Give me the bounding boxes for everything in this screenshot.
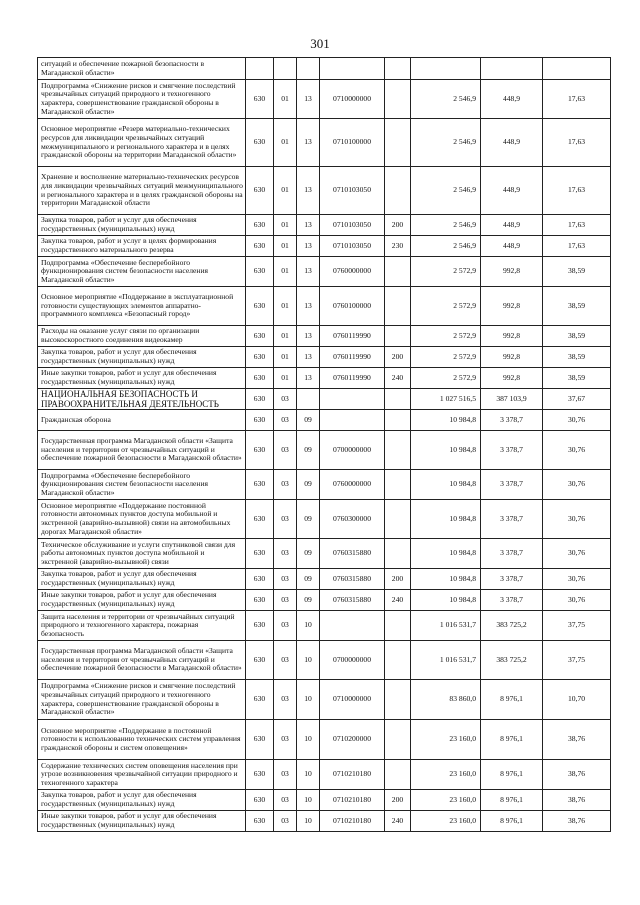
row-expense-type: 200 bbox=[385, 569, 411, 590]
row-section: 01 bbox=[274, 236, 297, 257]
row-executed-amount: 3 378,7 bbox=[481, 431, 543, 470]
table-row bbox=[38, 167, 611, 215]
row-execution-percent: 37,75 bbox=[543, 641, 611, 680]
row-expense-type bbox=[385, 641, 411, 680]
row-execution-percent: 17,63 bbox=[543, 215, 611, 236]
row-section: 03 bbox=[274, 720, 297, 760]
row-target-article: 0710000000 bbox=[320, 680, 385, 720]
row-planned-amount: 10 984,8 bbox=[411, 539, 481, 569]
row-planned-amount: 2 546,9 bbox=[411, 80, 481, 119]
table-row bbox=[38, 611, 611, 641]
row-code bbox=[246, 58, 274, 80]
row-code: 630 bbox=[246, 287, 274, 326]
row-planned-amount: 23 160,0 bbox=[411, 720, 481, 760]
row-subsection: 13 bbox=[297, 326, 320, 347]
row-name: Закупка товаров, работ и услуг для обеспечения государственных (муниципальных) нужд bbox=[38, 790, 246, 811]
table-row bbox=[38, 680, 611, 720]
row-expense-type: 200 bbox=[385, 790, 411, 811]
row-subsection: 09 bbox=[297, 431, 320, 470]
row-executed-amount: 992,8 bbox=[481, 368, 543, 389]
row-target-article: 0760100000 bbox=[320, 287, 385, 326]
row-target-article: 0710210180 bbox=[320, 790, 385, 811]
row-planned-amount: 10 984,8 bbox=[411, 590, 481, 611]
table-row bbox=[38, 811, 611, 832]
table-row bbox=[38, 236, 611, 257]
row-code: 630 bbox=[246, 257, 274, 287]
row-expense-type bbox=[385, 720, 411, 760]
row-executed-amount: 3 378,7 bbox=[481, 590, 543, 611]
table-row bbox=[38, 500, 611, 539]
table-row bbox=[38, 119, 611, 167]
row-code: 630 bbox=[246, 167, 274, 215]
row-subsection: 13 bbox=[297, 368, 320, 389]
row-planned-amount: 10 984,8 bbox=[411, 431, 481, 470]
row-name: Хранение и восполнение материально-технических ресурсов для ликвидации чрезвычайных ситуаций межмуниципального и регионального характера и в целях гражданской обороны на территории Магаданской области bbox=[38, 167, 246, 215]
row-subsection: 10 bbox=[297, 680, 320, 720]
row-expense-type bbox=[385, 539, 411, 569]
row-execution-percent: 17,63 bbox=[543, 119, 611, 167]
row-expense-type: 240 bbox=[385, 590, 411, 611]
row-executed-amount: 3 378,7 bbox=[481, 539, 543, 569]
row-execution-percent: 38,76 bbox=[543, 811, 611, 832]
row-planned-amount: 2 546,9 bbox=[411, 167, 481, 215]
row-target-article: 0710103050 bbox=[320, 236, 385, 257]
row-subsection: 13 bbox=[297, 236, 320, 257]
row-executed-amount: 387 103,9 bbox=[481, 389, 543, 410]
row-target-article: 0760119990 bbox=[320, 326, 385, 347]
row-execution-percent: 38,76 bbox=[543, 790, 611, 811]
row-name: Государственная программа Магаданской области «Защита населения и территории от чрезвычайных ситуаций и обеспечение пожарной безопасности в Магаданской области» bbox=[38, 431, 246, 470]
row-code: 630 bbox=[246, 215, 274, 236]
row-section bbox=[274, 58, 297, 80]
row-planned-amount: 23 160,0 bbox=[411, 760, 481, 790]
row-name: Подпрограмма «Обеспечение бесперебойного функционирования систем безопасности населения Магаданской области» bbox=[38, 470, 246, 500]
row-target-article bbox=[320, 410, 385, 431]
row-executed-amount: 992,8 bbox=[481, 287, 543, 326]
table-row bbox=[38, 287, 611, 326]
row-subsection: 10 bbox=[297, 811, 320, 832]
row-expense-type: 240 bbox=[385, 811, 411, 832]
row-planned-amount bbox=[411, 58, 481, 80]
row-expense-type bbox=[385, 500, 411, 539]
row-target-article: 0710000000 bbox=[320, 80, 385, 119]
row-planned-amount: 10 984,8 bbox=[411, 569, 481, 590]
row-subsection: 09 bbox=[297, 590, 320, 611]
page-number: 301 bbox=[310, 36, 330, 51]
row-execution-percent bbox=[543, 58, 611, 80]
row-section: 01 bbox=[274, 119, 297, 167]
table-row bbox=[38, 431, 611, 470]
table-row bbox=[38, 347, 611, 368]
row-planned-amount: 10 984,8 bbox=[411, 470, 481, 500]
row-execution-percent: 38,59 bbox=[543, 326, 611, 347]
row-name: Основное мероприятие «Резерв материально-технических ресурсов для ликвидации чрезвычайных ситуаций межмуниципального и регионального характера и в целях гражданской обороны на территории Магаданской области» bbox=[38, 119, 246, 167]
row-execution-percent: 30,76 bbox=[543, 539, 611, 569]
row-executed-amount: 992,8 bbox=[481, 257, 543, 287]
row-section: 03 bbox=[274, 811, 297, 832]
row-subsection: 13 bbox=[297, 167, 320, 215]
row-subsection: 10 bbox=[297, 790, 320, 811]
row-planned-amount: 83 860,0 bbox=[411, 680, 481, 720]
row-name: Закупка товаров, работ и услуг в целях формирования государственного материального резерва bbox=[38, 236, 246, 257]
row-execution-percent: 30,76 bbox=[543, 500, 611, 539]
row-subsection: 09 bbox=[297, 470, 320, 500]
row-executed-amount: 448,9 bbox=[481, 215, 543, 236]
table-row bbox=[38, 470, 611, 500]
budget-table-body bbox=[38, 58, 611, 832]
table-row bbox=[38, 215, 611, 236]
row-subsection: 09 bbox=[297, 539, 320, 569]
row-section: 03 bbox=[274, 590, 297, 611]
row-subsection: 09 bbox=[297, 410, 320, 431]
row-section: 01 bbox=[274, 347, 297, 368]
row-section: 03 bbox=[274, 680, 297, 720]
row-executed-amount: 3 378,7 bbox=[481, 410, 543, 431]
row-execution-percent: 17,63 bbox=[543, 167, 611, 215]
row-planned-amount: 23 160,0 bbox=[411, 811, 481, 832]
row-name: Подпрограмма «Снижение рисков и смягчение последствий чрезвычайных ситуаций природного и техногенного характера, совершенствование гражданской обороны в Магаданской области» bbox=[38, 680, 246, 720]
row-section: 03 bbox=[274, 760, 297, 790]
row-expense-type bbox=[385, 167, 411, 215]
row-name: Иные закупки товаров, работ и услуг для обеспечения государственных (муниципальных) нужд bbox=[38, 590, 246, 611]
row-expense-type: 230 bbox=[385, 236, 411, 257]
row-execution-percent: 30,76 bbox=[543, 569, 611, 590]
row-executed-amount: 383 725,2 bbox=[481, 611, 543, 641]
row-expense-type: 240 bbox=[385, 368, 411, 389]
row-expense-type bbox=[385, 431, 411, 470]
row-code: 630 bbox=[246, 80, 274, 119]
row-executed-amount: 448,9 bbox=[481, 80, 543, 119]
row-execution-percent: 38,76 bbox=[543, 720, 611, 760]
row-execution-percent: 17,63 bbox=[543, 80, 611, 119]
row-code: 630 bbox=[246, 641, 274, 680]
row-code: 630 bbox=[246, 760, 274, 790]
row-subsection: 13 bbox=[297, 80, 320, 119]
budget-table-container bbox=[37, 57, 610, 832]
row-code: 630 bbox=[246, 539, 274, 569]
row-code: 630 bbox=[246, 431, 274, 470]
row-target-article: 0760000000 bbox=[320, 470, 385, 500]
row-name: Иные закупки товаров, работ и услуг для обеспечения государственных (муниципальных) нужд bbox=[38, 811, 246, 832]
row-execution-percent: 17,63 bbox=[543, 236, 611, 257]
row-section: 01 bbox=[274, 368, 297, 389]
row-execution-percent: 30,76 bbox=[543, 410, 611, 431]
row-code: 630 bbox=[246, 720, 274, 760]
row-name: Закупка товаров, работ и услуг для обеспечения государственных (муниципальных) нужд bbox=[38, 215, 246, 236]
row-executed-amount: 8 976,1 bbox=[481, 790, 543, 811]
row-planned-amount: 2 546,9 bbox=[411, 119, 481, 167]
row-executed-amount: 8 976,1 bbox=[481, 720, 543, 760]
row-planned-amount: 2 572,9 bbox=[411, 326, 481, 347]
row-name: Государственная программа Магаданской области «Защита населения и территории от чрезвычайных ситуаций и обеспечение пожарной безопасности в Магаданской области» bbox=[38, 641, 246, 680]
row-subsection: 13 bbox=[297, 287, 320, 326]
row-name: Закупка товаров, работ и услуг для обеспечения государственных (муниципальных) нужд bbox=[38, 569, 246, 590]
row-target-article: 0710103050 bbox=[320, 215, 385, 236]
table-row bbox=[38, 326, 611, 347]
row-expense-type bbox=[385, 760, 411, 790]
row-executed-amount: 3 378,7 bbox=[481, 569, 543, 590]
row-name: НАЦИОНАЛЬНАЯ БЕЗОПАСНОСТЬ И ПРАВООХРАНИТЕЛЬНАЯ ДЕЯТЕЛЬНОСТЬ bbox=[38, 389, 246, 410]
row-subsection bbox=[297, 389, 320, 410]
row-expense-type bbox=[385, 470, 411, 500]
row-subsection bbox=[297, 58, 320, 80]
table-row bbox=[38, 641, 611, 680]
row-planned-amount: 10 984,8 bbox=[411, 500, 481, 539]
row-section: 03 bbox=[274, 569, 297, 590]
row-execution-percent: 30,76 bbox=[543, 470, 611, 500]
row-code: 630 bbox=[246, 790, 274, 811]
row-target-article: 0710100000 bbox=[320, 119, 385, 167]
row-name: Техническое обслуживание и услуги спутниковой связи для работы автономных пунктов доступа мобильной и экстренной (аварийно-вызывной) связи bbox=[38, 539, 246, 569]
table-row bbox=[38, 720, 611, 760]
row-target-article: 0760315880 bbox=[320, 539, 385, 569]
row-execution-percent: 30,76 bbox=[543, 431, 611, 470]
row-executed-amount: 448,9 bbox=[481, 236, 543, 257]
row-subsection: 10 bbox=[297, 611, 320, 641]
row-execution-percent: 38,76 bbox=[543, 760, 611, 790]
row-code: 630 bbox=[246, 470, 274, 500]
row-planned-amount: 1 027 516,5 bbox=[411, 389, 481, 410]
row-target-article: 0760315880 bbox=[320, 590, 385, 611]
table-row bbox=[38, 790, 611, 811]
table-row bbox=[38, 80, 611, 119]
row-target-article: 0760119990 bbox=[320, 368, 385, 389]
row-target-article bbox=[320, 389, 385, 410]
table-row bbox=[38, 760, 611, 790]
table-row bbox=[38, 410, 611, 431]
row-executed-amount bbox=[481, 58, 543, 80]
row-target-article: 0710210180 bbox=[320, 811, 385, 832]
row-name: Подпрограмма «Обеспечение бесперебойного функционирования систем безопасности населения Магаданской области» bbox=[38, 257, 246, 287]
row-planned-amount: 2 572,9 bbox=[411, 257, 481, 287]
row-planned-amount: 2 572,9 bbox=[411, 287, 481, 326]
row-code: 630 bbox=[246, 590, 274, 611]
row-section: 03 bbox=[274, 539, 297, 569]
row-code: 630 bbox=[246, 611, 274, 641]
row-expense-type bbox=[385, 58, 411, 80]
row-execution-percent: 10,70 bbox=[543, 680, 611, 720]
table-row bbox=[38, 590, 611, 611]
row-code: 630 bbox=[246, 410, 274, 431]
row-expense-type bbox=[385, 389, 411, 410]
row-section: 01 bbox=[274, 215, 297, 236]
row-execution-percent: 37,67 bbox=[543, 389, 611, 410]
row-target-article: 0760315880 bbox=[320, 569, 385, 590]
row-execution-percent: 38,59 bbox=[543, 347, 611, 368]
row-executed-amount: 383 725,2 bbox=[481, 641, 543, 680]
table-row bbox=[38, 58, 611, 80]
row-section: 03 bbox=[274, 790, 297, 811]
row-planned-amount: 2 572,9 bbox=[411, 347, 481, 368]
table-row bbox=[38, 368, 611, 389]
row-planned-amount: 1 016 531,7 bbox=[411, 641, 481, 680]
row-target-article: 0710210180 bbox=[320, 760, 385, 790]
row-planned-amount: 2 572,9 bbox=[411, 368, 481, 389]
row-name: Иные закупки товаров, работ и услуг для обеспечения государственных (муниципальных) нужд bbox=[38, 368, 246, 389]
row-planned-amount: 2 546,9 bbox=[411, 215, 481, 236]
row-target-article bbox=[320, 58, 385, 80]
row-executed-amount: 8 976,1 bbox=[481, 811, 543, 832]
row-name: Расходы на оказание услуг связи по организации высокоскоростного соединения видеокамер bbox=[38, 326, 246, 347]
row-name: Гражданская оборона bbox=[38, 410, 246, 431]
row-name: Основное мероприятие «Поддержание в эксплуатационной готовности существующих элементов аппаратно-программного комплекса «Безопасный город» bbox=[38, 287, 246, 326]
row-executed-amount: 448,9 bbox=[481, 119, 543, 167]
row-target-article: 0710103050 bbox=[320, 167, 385, 215]
table-row bbox=[38, 389, 611, 410]
row-subsection: 13 bbox=[297, 215, 320, 236]
row-code: 630 bbox=[246, 389, 274, 410]
row-execution-percent: 38,59 bbox=[543, 257, 611, 287]
row-subsection: 10 bbox=[297, 641, 320, 680]
row-executed-amount: 3 378,7 bbox=[481, 470, 543, 500]
row-code: 630 bbox=[246, 680, 274, 720]
row-subsection: 09 bbox=[297, 500, 320, 539]
row-section: 03 bbox=[274, 641, 297, 680]
row-subsection: 09 bbox=[297, 569, 320, 590]
row-section: 01 bbox=[274, 167, 297, 215]
row-target-article: 0760000000 bbox=[320, 257, 385, 287]
row-execution-percent: 37,75 bbox=[543, 611, 611, 641]
row-code: 630 bbox=[246, 347, 274, 368]
row-execution-percent: 30,76 bbox=[543, 590, 611, 611]
row-executed-amount: 992,8 bbox=[481, 347, 543, 368]
row-subsection: 10 bbox=[297, 760, 320, 790]
row-target-article: 0700000000 bbox=[320, 431, 385, 470]
row-name: Закупка товаров, работ и услуг для обеспечения государственных (муниципальных) нужд bbox=[38, 347, 246, 368]
row-executed-amount: 448,9 bbox=[481, 167, 543, 215]
row-target-article: 0700000000 bbox=[320, 641, 385, 680]
row-expense-type: 200 bbox=[385, 215, 411, 236]
row-expense-type bbox=[385, 680, 411, 720]
row-expense-type: 200 bbox=[385, 347, 411, 368]
row-planned-amount: 2 546,9 bbox=[411, 236, 481, 257]
row-section: 03 bbox=[274, 410, 297, 431]
row-expense-type bbox=[385, 80, 411, 119]
row-target-article: 0710200000 bbox=[320, 720, 385, 760]
row-name: ситуаций и обеспечение пожарной безопасности в Магаданской области» bbox=[38, 58, 246, 80]
row-name: Подпрограмма «Снижение рисков и смягчение последствий чрезвычайных ситуаций природного и техногенного характера, совершенствование гражданской обороны в Магаданской области» bbox=[38, 80, 246, 119]
row-code: 630 bbox=[246, 811, 274, 832]
row-section: 03 bbox=[274, 500, 297, 539]
row-name: Содержание технических систем оповещения населения при угрозе возникновения чрезвычайной ситуации природного и техногенного характера bbox=[38, 760, 246, 790]
row-subsection: 13 bbox=[297, 119, 320, 167]
row-target-article: 0760300000 bbox=[320, 500, 385, 539]
row-code: 630 bbox=[246, 326, 274, 347]
row-code: 630 bbox=[246, 569, 274, 590]
row-executed-amount: 992,8 bbox=[481, 326, 543, 347]
row-section: 03 bbox=[274, 470, 297, 500]
row-section: 01 bbox=[274, 326, 297, 347]
row-execution-percent: 38,59 bbox=[543, 287, 611, 326]
row-expense-type bbox=[385, 287, 411, 326]
row-execution-percent: 38,59 bbox=[543, 368, 611, 389]
table-row bbox=[38, 539, 611, 569]
row-expense-type bbox=[385, 611, 411, 641]
row-code: 630 bbox=[246, 500, 274, 539]
row-expense-type bbox=[385, 257, 411, 287]
row-expense-type bbox=[385, 326, 411, 347]
row-name: Основное мероприятие «Поддержание в постоянной готовности к использованию технических систем управления гражданской обороны и систем оповещения» bbox=[38, 720, 246, 760]
row-executed-amount: 3 378,7 bbox=[481, 500, 543, 539]
row-section: 01 bbox=[274, 257, 297, 287]
row-expense-type bbox=[385, 119, 411, 167]
table-row bbox=[38, 257, 611, 287]
row-name: Основное мероприятие «Поддержание постоянной готовности автономных пунктов доступа мобильной и экстренной (аварийно-вызывной) связи на автомобильных дорогах Магаданской области» bbox=[38, 500, 246, 539]
row-planned-amount: 1 016 531,7 bbox=[411, 611, 481, 641]
row-subsection: 10 bbox=[297, 720, 320, 760]
row-section: 01 bbox=[274, 287, 297, 326]
row-planned-amount: 10 984,8 bbox=[411, 410, 481, 431]
row-executed-amount: 8 976,1 bbox=[481, 680, 543, 720]
row-code: 630 bbox=[246, 119, 274, 167]
row-section: 03 bbox=[274, 611, 297, 641]
row-target-article bbox=[320, 611, 385, 641]
row-planned-amount: 23 160,0 bbox=[411, 790, 481, 811]
row-subsection: 13 bbox=[297, 347, 320, 368]
row-executed-amount: 8 976,1 bbox=[481, 760, 543, 790]
row-code: 630 bbox=[246, 236, 274, 257]
row-target-article: 0760119990 bbox=[320, 347, 385, 368]
table-row bbox=[38, 569, 611, 590]
row-section: 03 bbox=[274, 431, 297, 470]
row-section: 03 bbox=[274, 389, 297, 410]
budget-table bbox=[37, 57, 611, 832]
row-code: 630 bbox=[246, 368, 274, 389]
row-section: 01 bbox=[274, 80, 297, 119]
row-name: Защита населения и территории от чрезвычайных ситуаций природного и техногенного характера, пожарная безопасность bbox=[38, 611, 246, 641]
row-subsection: 13 bbox=[297, 257, 320, 287]
row-expense-type bbox=[385, 410, 411, 431]
